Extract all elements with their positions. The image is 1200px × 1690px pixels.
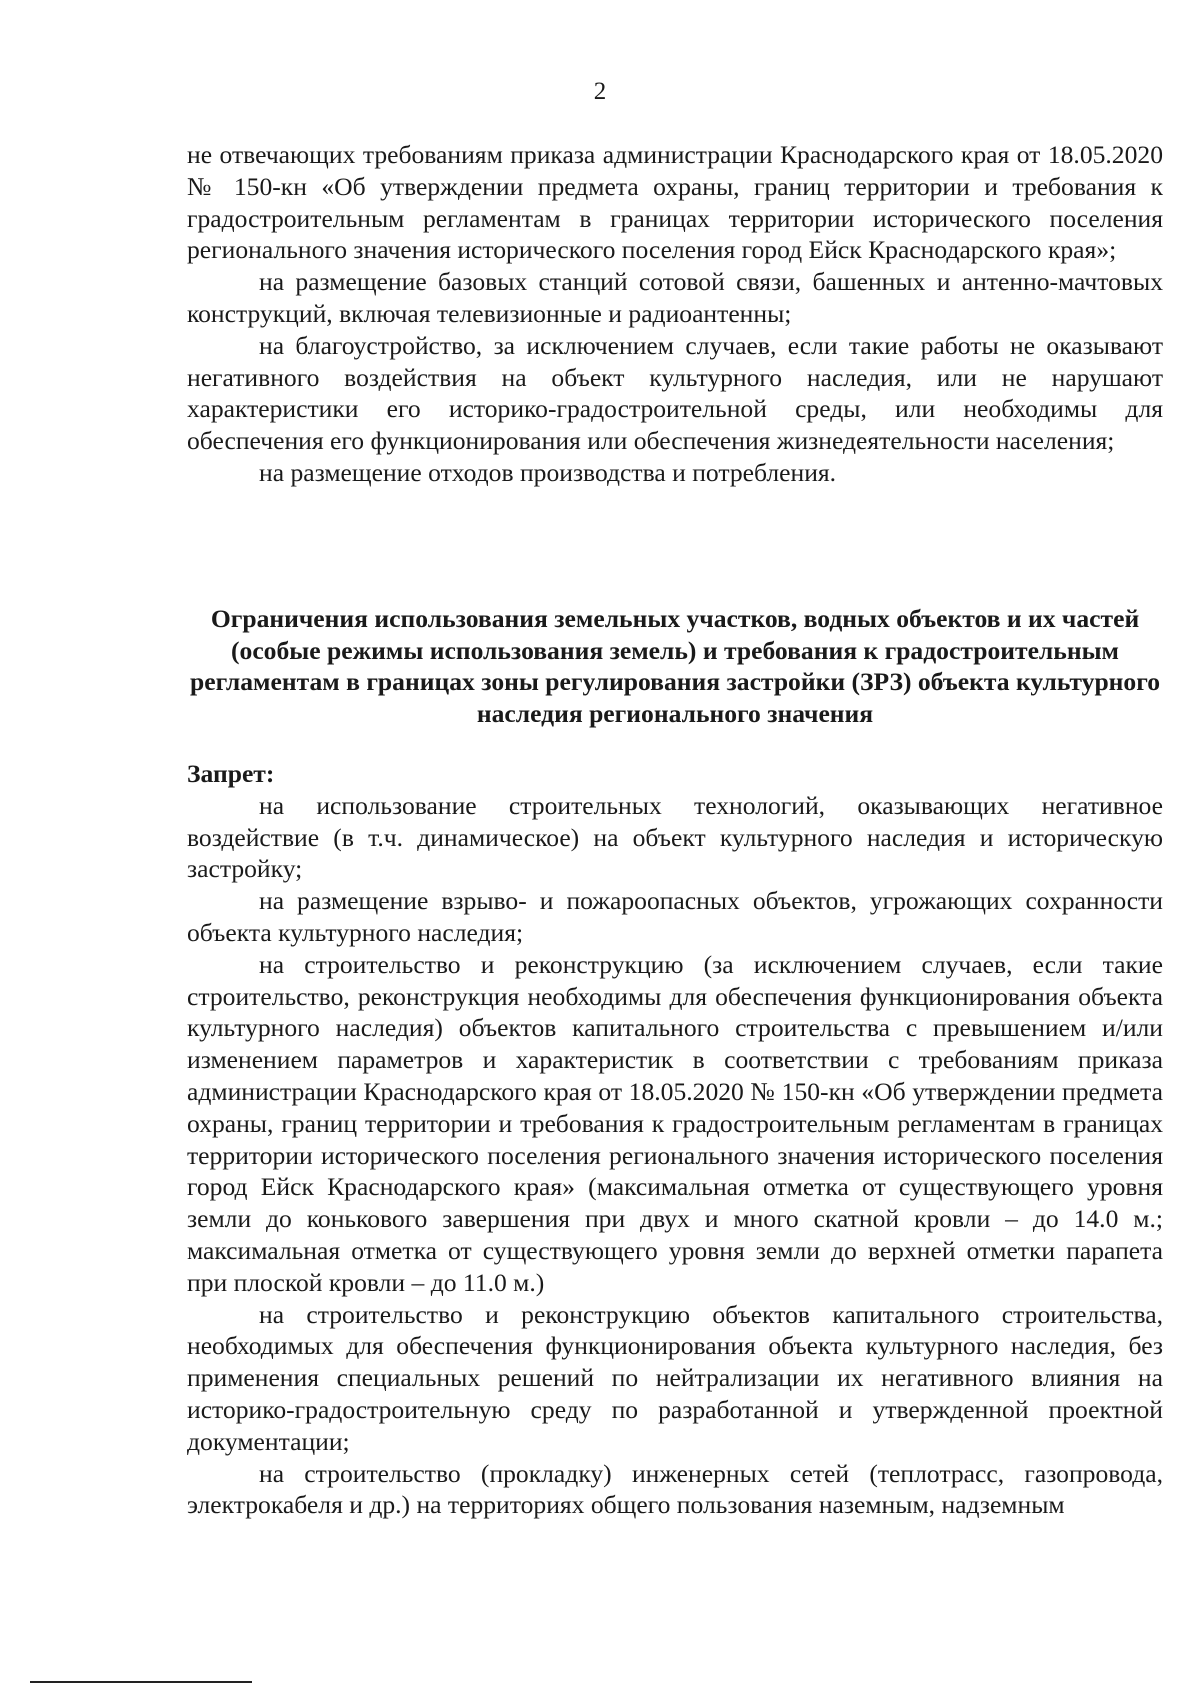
paragraph: на размещение отходов производства и потребления. (259, 457, 837, 487)
paragraph: на размещение базовых станций сотовой связи, башенных и антенно-мачтовых конструкций, включая телевизионные и радиоантенны; (187, 267, 1163, 328)
paragraph: на размещение взрыво- и пожароопасных объектов, угрожающих сохранности объекта культурного наследия; (187, 886, 1163, 947)
paragraph: на использование строительных технологий, оказывающих негативное воздействие (в т.ч. динамическое) на объект культурного наследия и историческую застройку; (187, 790, 1163, 884)
paragraph: на благоустройство, за исключением случаев, если такие работы не оказывают негативного воздействия на объект культурного наследия, или не нарушают характеристики его историко-градостроительной среды, или необходимы для обеспечения его функционирования или обеспечения жизнедеятельности населения; (187, 330, 1163, 456)
intro-text-block (187, 139, 1163, 489)
footer-rule (30, 1681, 252, 1683)
paragraph: на строительство и реконструкцию объектов капитального строительства, необходимых для обеспечения функционирования объекта культурного наследия, без применения специальных решений по нейтрализации их негативного влияния на историко-градостроительную среду по разработанной и утвержденной проектной документации; (187, 1299, 1163, 1456)
section-heading: Ограничения использования земельных участков, водных объектов и их частей (особые режимы использования земель) и требования к градостроительным регламентам в границах зоны регулирования застройки (ЗРЗ) объекта культурного наследия регионального значения (189, 604, 1161, 728)
page-number: 2 (593, 78, 607, 105)
paragraph: не отвечающих требованиям приказа администрации Краснодарского края от 18.05.2020 № 150-кн «Об утверждении предмета охраны, границ территории и требования к градостроительным регламентам в границах территории исторического поселения регионального значения исторического поселения город Ейск Краснодарского края»; (187, 140, 1163, 265)
paragraph: на строительство (прокладку) инженерных сетей (теплотрасс, газопровода, электрокабеля и др.) на территориях общего пользования наземным, надземным (187, 1458, 1163, 1520)
paragraph: на строительство и реконструкцию (за исключением случаев, если такие строительство, реконструкция необходимы для обеспечения функционирования объекта культурного наследия) объектов капитального строительства с превышением и/или изменением параметров и характеристик в соответствии с требованиям приказа администрации Краснодарского края от 18.05.2020 № 150-кн «Об утверждении предмета охраны, границ территории и требования к градостроительным регламентам в границах территории исторического поселения регионального значения исторического поселения город Ейск Краснодарского края» (максимальная отметка от существующего уровня земли до конькового завершения при двух и много скатной кровли – до 14.0 м.; максимальная отметка от существующего уровня земли до верхней отметки парапета при плоской кровли – до 11.0 м.) (187, 949, 1163, 1297)
ban-label: Запрет: (187, 759, 275, 788)
ban-text-block (187, 758, 1163, 1521)
